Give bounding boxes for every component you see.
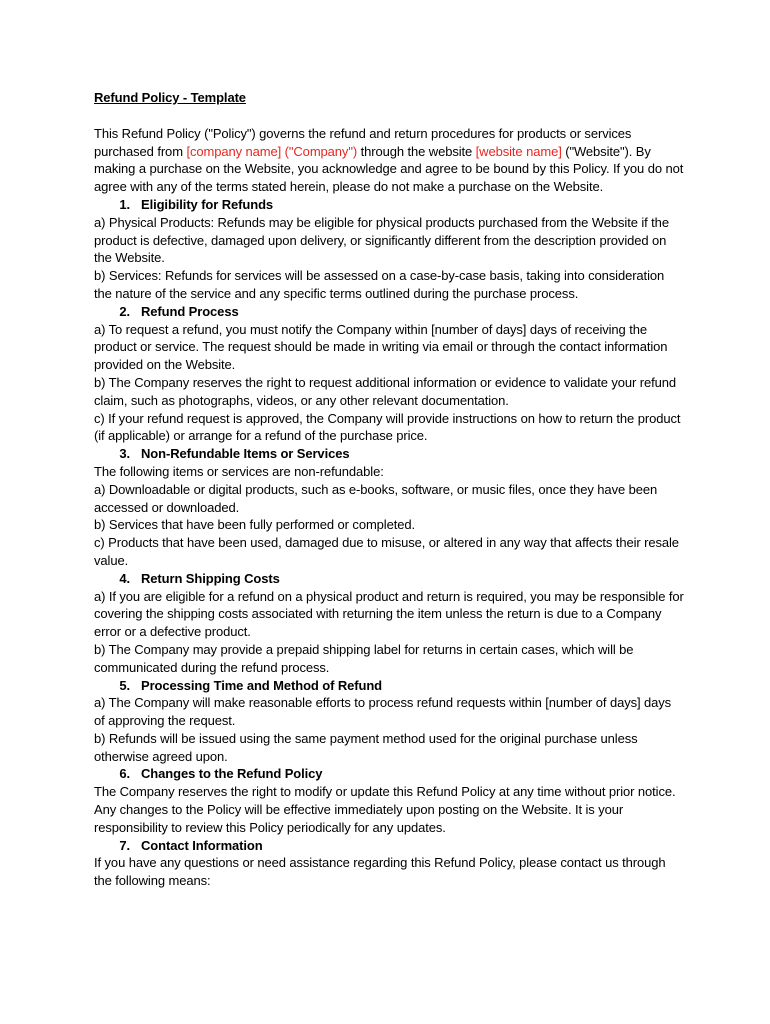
section-paragraph: c) Products that have been used, damaged due to misuse, or altered in any way that affects their resale value. <box>94 535 679 568</box>
section-heading <box>94 765 684 783</box>
section-paragraph: The following items or services are non-refundable: <box>94 463 384 479</box>
section-paragraph: a) If you are eligible for a refund on a physical product and return is required, you may be responsible for covering the shipping costs associated with returning the item unless the return is due to a Company error or a defective product. <box>94 588 684 640</box>
section-paragraph: b) Refunds will be issued using the same payment method used for the original purchase unless otherwise agreed upon. <box>94 730 638 764</box>
section-heading <box>94 196 684 214</box>
section-title: Processing Time and Method of Refund <box>141 677 383 693</box>
section-paragraph: a) Physical Products: Refunds may be eligible for physical products purchased from the Website if the product is defective, damaged upon delivery, or significantly different from the description provided on the Website. <box>94 214 669 266</box>
section-heading <box>94 303 684 321</box>
section-title: Return Shipping Costs <box>141 570 280 586</box>
intro-text-2: through the website <box>357 143 476 159</box>
section-paragraph: c) If your refund request is approved, the Company will provide instructions on how to return the product (if applicable) or arrange for a refund of the purchase price. <box>94 410 681 444</box>
section-contact <box>94 837 684 890</box>
section-paragraph: The Company reserves the right to modify or update this Refund Policy at any time without prior notice. Any changes to the Policy will be effective immediately upon posting on the Website. It is your responsibility to review this Policy periodically for any updates. <box>94 784 676 835</box>
section-number: 1. <box>119 196 130 212</box>
section-heading <box>94 837 684 855</box>
section-paragraph: If you have any questions or need assistance regarding this Refund Policy, please contact us through the following means: <box>94 855 666 889</box>
section-paragraph: b) The Company may provide a prepaid shipping label for returns in certain cases, which will be communicated during the refund process. <box>94 641 634 675</box>
section-return-shipping <box>94 570 684 677</box>
section-number: 2. <box>119 303 130 319</box>
section-title: Non-Refundable Items or Services <box>141 446 350 462</box>
section-non-refundable <box>94 445 684 570</box>
section-heading <box>94 570 684 588</box>
section-number: 4. <box>119 570 130 586</box>
section-title: Refund Process <box>141 303 239 319</box>
company-name-placeholder: [company name] ("Company") <box>186 143 358 159</box>
section-paragraph: b) Services that have been fully performed or completed. <box>94 517 416 533</box>
intro-paragraph <box>94 125 684 196</box>
document-title: Refund Policy - Template <box>94 90 246 105</box>
section-title: Changes to the Refund Policy <box>141 766 323 782</box>
intro-text-1: This Refund Policy ("Policy") governs the refund and return procedures for products or services purchased from <box>94 125 632 159</box>
section-refund-process <box>94 303 684 445</box>
section-number: 7. <box>119 837 130 853</box>
section-processing-time <box>94 677 684 766</box>
section-heading <box>94 445 684 463</box>
intro-text-3: ("Website"). By making a purchase on the Website, you acknowledge and agree to be bound by this Policy. If you do not agree with any of the terms stated herein, please do not make a purchase on the Website. <box>94 143 684 195</box>
document-body <box>94 89 684 890</box>
section-heading <box>94 677 684 695</box>
section-policy-changes <box>94 765 684 836</box>
section-number: 5. <box>119 677 130 693</box>
section-paragraph: a) To request a refund, you must notify the Company within [number of days] days of receiving the product or service. The request should be made in writing via email or through the contact information provided on the Website. <box>94 321 668 373</box>
section-paragraph: b) Services: Refunds for services will be assessed on a case-by-case basis, taking into consideration the nature of the service and any specific terms outlined during the purchase process. <box>94 268 665 301</box>
section-paragraph: a) The Company will make reasonable efforts to process refund requests within [number of days] days of approving the request. <box>94 695 672 729</box>
section-eligibility <box>94 196 684 303</box>
website-name-placeholder: [website name] <box>475 143 562 159</box>
section-title: Contact Information <box>141 837 263 853</box>
section-paragraph: a) Downloadable or digital products, such as e-books, software, or music files, once they have been accessed or downloaded. <box>94 481 658 515</box>
section-number: 3. <box>119 446 130 462</box>
section-paragraph: b) The Company reserves the right to request additional information or evidence to validate your refund claim, such as photographs, videos, or any other relevant documentation. <box>94 374 677 408</box>
section-number: 6. <box>119 766 130 782</box>
section-title: Eligibility for Refunds <box>141 196 274 212</box>
